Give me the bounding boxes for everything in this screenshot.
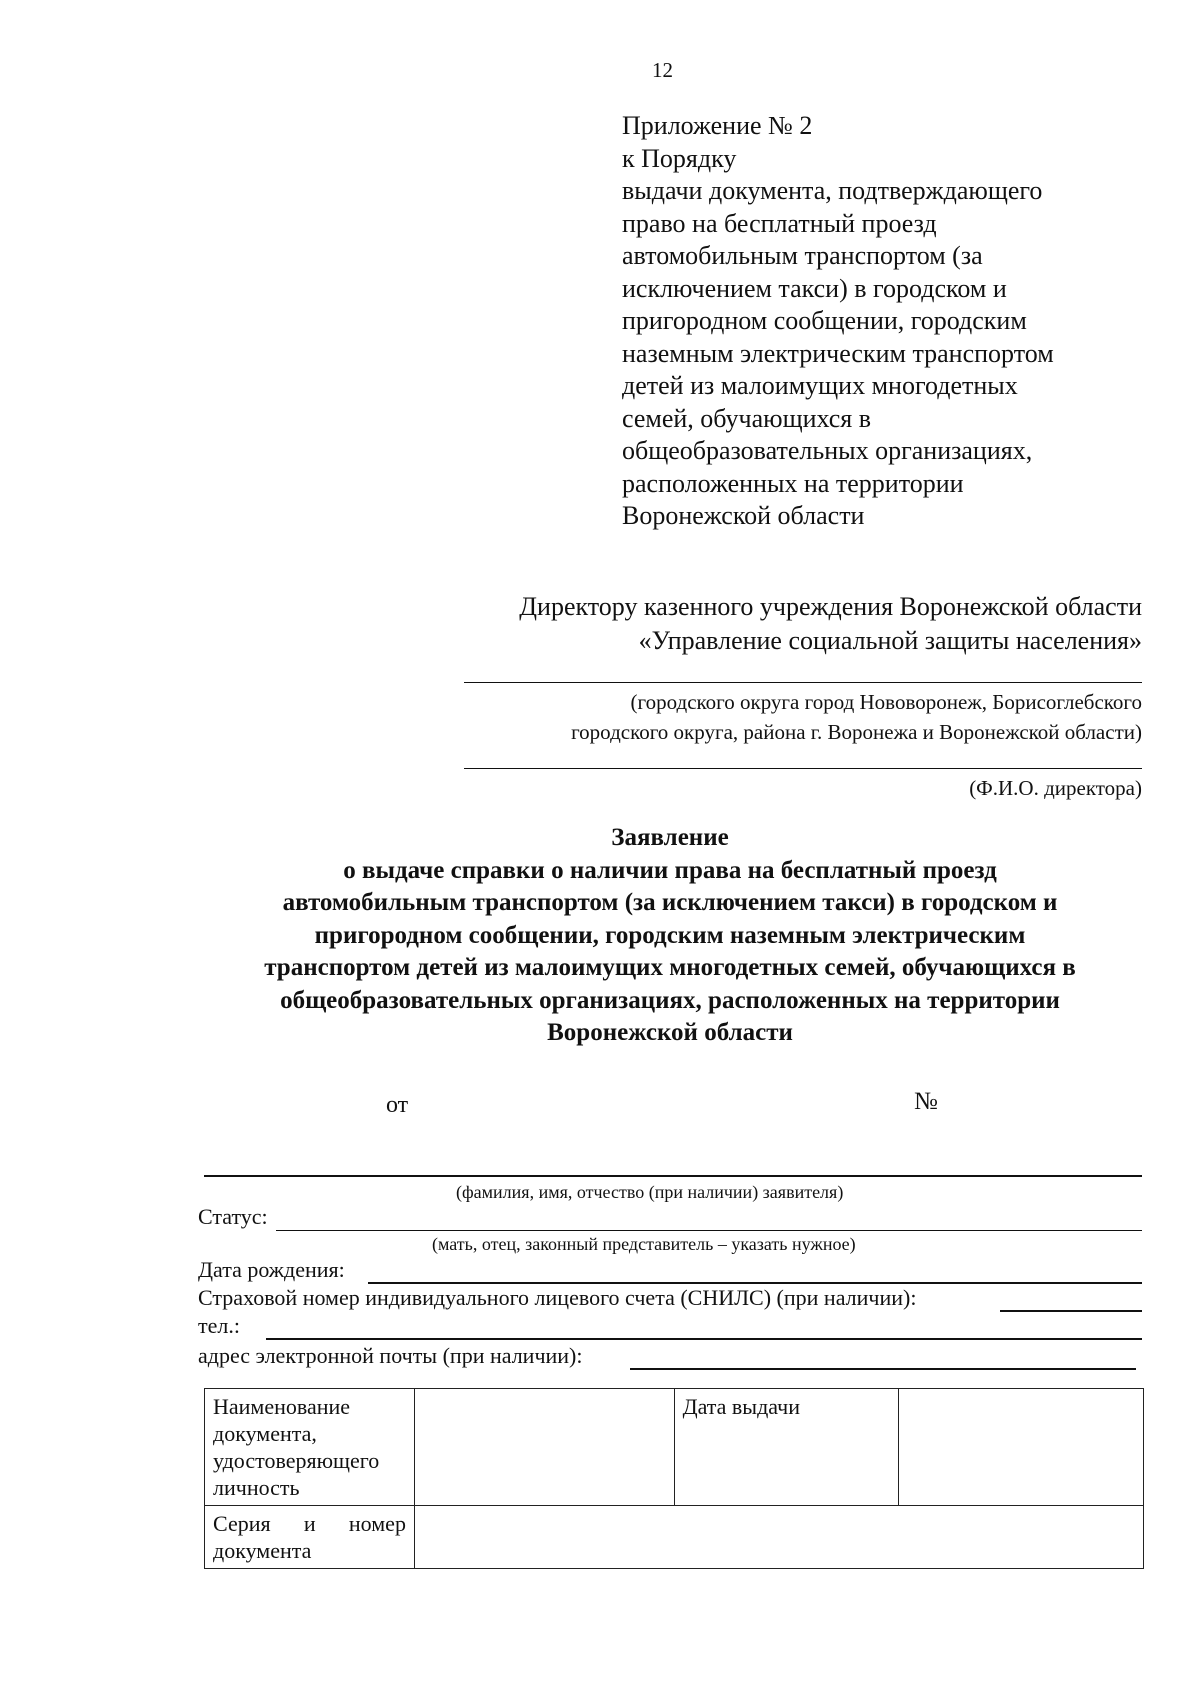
- director-fill-line[interactable]: [464, 768, 1142, 769]
- appendix-line: к Порядку: [622, 143, 737, 173]
- statement-title-line: транспортом детей из малоимущих многодетных семей, обучающихся в: [264, 954, 1076, 981]
- appendix-line: исключением такси) в городском и: [622, 273, 1007, 303]
- birth-date-fill-line[interactable]: [368, 1282, 1142, 1284]
- table-row: [205, 1389, 1144, 1506]
- identity-document-table: [204, 1388, 1144, 1569]
- from-label: от: [386, 1092, 409, 1118]
- statement-title-line: автомобильным транспортом (за исключением такси) в городском и: [282, 889, 1058, 916]
- doc-name-value-cell[interactable]: [414, 1389, 674, 1506]
- addressee-block: [422, 590, 1142, 658]
- addressee-line: «Управление социальной защиты населения»: [638, 626, 1142, 655]
- district-fill-line[interactable]: [464, 682, 1142, 683]
- appendix-line: выдачи документа, подтверждающего: [622, 176, 1043, 205]
- phone-fill-line[interactable]: [266, 1338, 1142, 1340]
- status-hint: (мать, отец, законный представитель – указать нужное): [432, 1234, 856, 1254]
- series-value-cell[interactable]: [414, 1506, 1143, 1569]
- appendix-line: автомобильным транспортом (за: [622, 241, 983, 270]
- appendix-line: семей, обучающихся в: [622, 403, 872, 433]
- statement-title-line: пригородном сообщении, городским наземным электрическим: [314, 921, 1026, 949]
- appendix-line: детей из малоимущих многодетных: [622, 371, 1018, 400]
- table-row: [205, 1506, 1144, 1569]
- birth-date-label: Дата рождения:: [198, 1257, 345, 1282]
- appendix-line: Приложение № 2: [622, 111, 813, 140]
- series-label: Серия и номер документа: [213, 1511, 406, 1563]
- doc-name-label-cell: [205, 1389, 415, 1506]
- issue-date-value-cell[interactable]: [899, 1389, 1144, 1506]
- appendix-block: [622, 110, 1142, 533]
- number-label: №: [914, 1088, 938, 1115]
- phone-label: тел.:: [198, 1313, 240, 1338]
- appendix-line: право на бесплатный проезд: [622, 208, 937, 238]
- email-fill-line[interactable]: [630, 1368, 1136, 1370]
- applicant-name-hint: (фамилия, имя, отчество (при наличии) заявителя): [456, 1182, 844, 1202]
- statement-title: [130, 822, 1200, 1050]
- appendix-line: пригородном сообщении, городским: [622, 306, 1027, 335]
- doc-name-label: Наименование документа, удостоверяющего личность: [213, 1394, 380, 1500]
- applicant-name-line[interactable]: [204, 1175, 1142, 1177]
- appendix-line: расположенных на территории: [622, 468, 964, 498]
- series-label-cell: [205, 1506, 415, 1569]
- statement-title-line: Воронежской области: [547, 1019, 793, 1046]
- page-number: 12: [652, 58, 673, 82]
- addressee-line: Директору казенного учреждения Воронежской области: [519, 592, 1142, 621]
- district-hint-line-2: городского округа, района г. Воронежа и Воронежской области): [571, 720, 1142, 744]
- issue-date-label: Дата выдачи: [682, 1394, 800, 1419]
- statement-title-line: Заявление: [611, 824, 729, 851]
- district-hint-line-1: (городского округа город Нововоронеж, Борисоглебского: [630, 690, 1142, 714]
- director-hint: (Ф.И.О. директора): [969, 776, 1142, 800]
- snils-label: Страховой номер индивидуального лицевого счета (СНИЛС) (при наличии):: [198, 1285, 917, 1310]
- issue-date-label-cell: [674, 1389, 899, 1506]
- appendix-line: Воронежской области: [622, 501, 865, 530]
- status-fill-line[interactable]: [276, 1230, 1142, 1231]
- appendix-line: наземным электрическим транспортом: [622, 338, 1054, 368]
- appendix-line: общеобразовательных организациях,: [622, 436, 1033, 465]
- statement-title-line: общеобразовательных организациях, расположенных на территории: [280, 986, 1060, 1014]
- statement-title-line: о выдаче справки о наличии права на бесплатный проезд: [343, 856, 997, 884]
- email-label: адрес электронной почты (при наличии):: [198, 1343, 583, 1368]
- snils-fill-line[interactable]: [1000, 1310, 1142, 1312]
- status-label: Статус:: [198, 1204, 268, 1229]
